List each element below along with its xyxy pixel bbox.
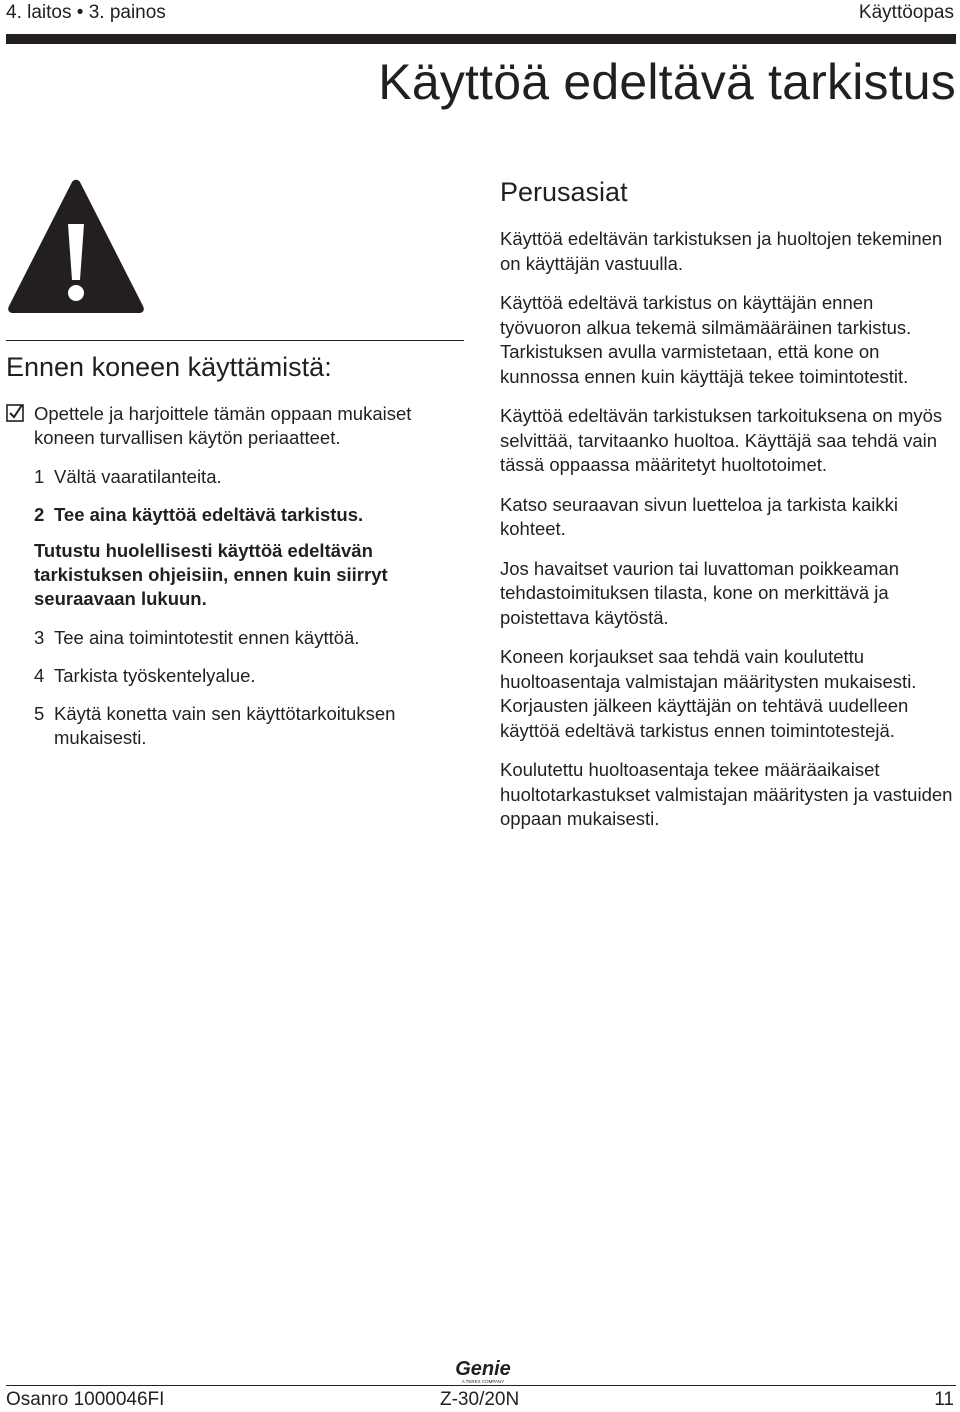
logo-wordmark: Genie xyxy=(455,1358,511,1380)
step-text: Tee aina käyttöä edeltävä tarkistus. xyxy=(54,504,364,525)
step-number: 4 xyxy=(34,665,45,686)
step-text: Tarkista työskentelyalue. xyxy=(54,665,256,686)
paragraph: Käyttöä edeltävän tarkistuksen tarkoituksena on myös selvittää, tarvitaanko huoltoa. Käyttäjä saa tehdä vain tässä oppaassa määritetyt huoltotoimet. xyxy=(500,405,943,475)
right-heading: Perusasiat xyxy=(500,177,628,207)
warning-triangle-icon xyxy=(6,178,146,316)
checkbox-icon xyxy=(6,404,24,422)
logo-tagline: A TEREX COMPANY xyxy=(461,1379,505,1384)
header-section: Käyttöopas xyxy=(858,2,954,23)
bold-note: Tutustu huolellisesti käyttöä edeltävän tarkistuksen ohjeisiin, ennen kuin siirryt seuraavaan lukuun. xyxy=(34,540,388,609)
step-number: 1 xyxy=(34,466,45,487)
page-title: Käyttöä edeltävä tarkistus xyxy=(378,54,956,110)
paragraph: Katso seuraavan sivun luetteloa ja tarkista kaikki kohteet. xyxy=(500,493,898,539)
left-heading: Ennen koneen käyttämistä: xyxy=(6,352,332,382)
check-item-text: Opettele ja harjoittele tämän oppaan mukaiset koneen turvallisen käytön periaatteet. xyxy=(34,403,412,448)
step-number: 5 xyxy=(34,703,45,724)
header-rule xyxy=(6,34,956,44)
header-edition: 4. laitos • 3. painos xyxy=(6,2,166,23)
step-text: Tee aina toimintotestit ennen käyttöä. xyxy=(54,627,360,648)
footer-part-number: Osanro 1000046FI xyxy=(6,1389,165,1410)
step-text: Vältä vaaratilanteita. xyxy=(54,466,222,487)
paragraph: Koneen korjaukset saa tehdä vain koulutettu huoltoasentaja valmistajan määritysten mukaisesti. Korjausten jälkeen käyttäjän on tehtävä uudelleen käyttöä edeltävä tarkistus ennen toimintotestejä. xyxy=(500,646,917,741)
step-number: 3 xyxy=(34,627,45,648)
left-section-rule xyxy=(6,340,464,341)
paragraph: Käyttöä edeltävän tarkistuksen ja huoltojen tekeminen on käyttäjän vastuulla. xyxy=(500,228,943,274)
step-text: Käytä konetta vain sen käyttötarkoituksen mukaisesti. xyxy=(54,703,396,748)
paragraph: Jos havaitset vaurion tai luvattoman poikkeaman tehdastoimituksen tilasta, kone on merkittävä ja poistettava käytöstä. xyxy=(500,557,899,628)
footer-page-number: 11 xyxy=(934,1389,954,1410)
footer-model: Z-30/20N xyxy=(440,1389,520,1410)
paragraph: Käyttöä edeltävä tarkistus on käyttäjän ennen työvuoron alkua tekemä silmämääräinen tarkistus. Tarkistuksen avulla varmistetaan, että kone on kunnossa ennen kuin käyttäjä tekee toimintotestit. xyxy=(500,292,912,387)
paragraph: Koulutettu huoltoasentaja tekee määräaikaiset huoltotarkastukset valmistajan määritysten ja vastuiden oppaan mukaisesti. xyxy=(500,759,953,829)
basics-text xyxy=(500,227,956,847)
genie-logo xyxy=(446,1358,520,1384)
footer-rule xyxy=(6,1385,956,1386)
step-number: 2 xyxy=(34,504,45,525)
